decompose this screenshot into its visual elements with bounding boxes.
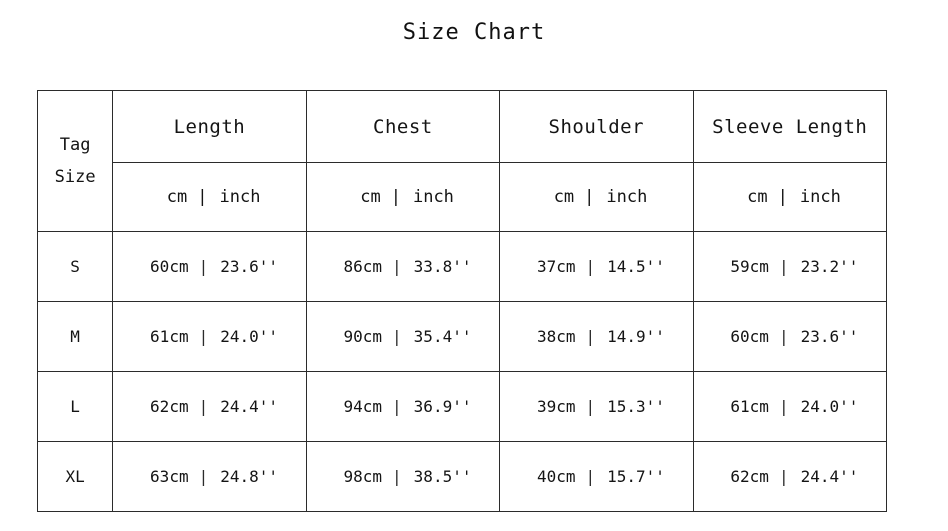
cell-chest-inch: 38.5'' bbox=[413, 467, 472, 486]
units-cm-shoulder: cm bbox=[553, 187, 575, 207]
units-separator-length: | bbox=[197, 187, 208, 207]
cell-shoulder bbox=[500, 232, 693, 302]
cell-length-inch: 24.0'' bbox=[220, 327, 279, 346]
cell-chest bbox=[306, 442, 499, 512]
cell-length-inch: 24.4'' bbox=[220, 397, 279, 416]
table-row bbox=[38, 372, 887, 442]
page-title: Size Chart bbox=[402, 20, 546, 45]
cell-sleeve-cm: 59cm bbox=[730, 257, 769, 276]
cell-chest-sep: | bbox=[392, 257, 402, 276]
cell-sleeve-length bbox=[693, 232, 886, 302]
cell-shoulder-cm: 40cm bbox=[536, 467, 576, 486]
row-size-label: M bbox=[38, 302, 113, 372]
cell-chest bbox=[306, 232, 499, 302]
cell-length-cm: 63cm bbox=[150, 467, 189, 486]
cell-shoulder-sep: | bbox=[585, 257, 596, 276]
cell-shoulder-inch: 14.5'' bbox=[607, 257, 665, 276]
cell-length bbox=[113, 442, 306, 512]
units-cm-chest: cm bbox=[360, 187, 381, 207]
tag-size-header-line2: Size bbox=[54, 167, 96, 187]
column-header-shoulder: Shoulder bbox=[500, 91, 693, 163]
cell-chest-inch: 35.4'' bbox=[413, 327, 472, 346]
units-header-chest bbox=[306, 163, 499, 232]
cell-chest-cm: 86cm bbox=[343, 257, 383, 276]
units-header-shoulder bbox=[500, 163, 693, 232]
units-inch-sleeve: inch bbox=[799, 187, 841, 207]
units-header-length bbox=[113, 163, 306, 232]
row-size-label: S bbox=[38, 232, 113, 302]
cell-length-cm: 61cm bbox=[150, 327, 189, 346]
tag-size-header bbox=[38, 91, 113, 232]
cell-chest-sep: | bbox=[392, 327, 402, 346]
table-row bbox=[38, 442, 887, 512]
tag-size-header-line1: Tag bbox=[59, 134, 91, 155]
cell-shoulder-sep: | bbox=[585, 327, 596, 346]
units-separator-sleeve: | bbox=[777, 187, 788, 207]
cell-length bbox=[113, 302, 306, 372]
units-separator-shoulder: | bbox=[584, 187, 595, 207]
cell-shoulder-cm: 37cm bbox=[536, 257, 576, 276]
table-header-group-row bbox=[38, 91, 887, 163]
cell-sleeve-sep: | bbox=[778, 467, 789, 486]
cell-chest-cm: 98cm bbox=[343, 467, 383, 486]
cell-length-sep: | bbox=[198, 467, 209, 486]
units-inch-shoulder: inch bbox=[606, 187, 648, 207]
cell-length-cm: 62cm bbox=[150, 397, 189, 416]
units-cm-sleeve: cm bbox=[747, 187, 768, 207]
units-header-sleeve-length bbox=[693, 163, 886, 232]
cell-sleeve-sep: | bbox=[778, 397, 789, 416]
cell-length-cm: 60cm bbox=[150, 257, 189, 276]
cell-sleeve-cm: 61cm bbox=[730, 397, 769, 416]
cell-sleeve-inch: 24.4'' bbox=[800, 467, 859, 486]
column-header-length: Length bbox=[113, 91, 306, 163]
units-cm-length: cm bbox=[166, 187, 188, 207]
cell-shoulder-sep: | bbox=[585, 467, 596, 486]
cell-shoulder bbox=[500, 372, 693, 442]
cell-sleeve-cm: 62cm bbox=[730, 467, 769, 486]
cell-shoulder bbox=[500, 442, 693, 512]
column-header-chest: Chest bbox=[306, 91, 499, 163]
cell-chest-inch: 33.8'' bbox=[413, 257, 472, 276]
cell-length-sep: | bbox=[198, 397, 209, 416]
cell-shoulder-inch: 15.3'' bbox=[607, 397, 665, 416]
cell-sleeve-length bbox=[693, 372, 886, 442]
size-chart-table bbox=[37, 90, 887, 512]
cell-shoulder-sep: | bbox=[585, 397, 596, 416]
cell-chest bbox=[306, 372, 499, 442]
cell-shoulder-cm: 38cm bbox=[536, 327, 576, 346]
row-size-label: L bbox=[38, 372, 113, 442]
table-row bbox=[38, 232, 887, 302]
cell-chest-cm: 90cm bbox=[343, 327, 383, 346]
cell-length-sep: | bbox=[198, 257, 209, 276]
cell-sleeve-inch: 24.0'' bbox=[800, 397, 859, 416]
cell-length bbox=[113, 372, 306, 442]
cell-sleeve-inch: 23.2'' bbox=[800, 257, 859, 276]
cell-length bbox=[113, 232, 306, 302]
cell-shoulder-cm: 39cm bbox=[536, 397, 576, 416]
cell-shoulder bbox=[500, 302, 693, 372]
cell-chest-sep: | bbox=[392, 397, 402, 416]
cell-length-inch: 24.8'' bbox=[220, 467, 279, 486]
cell-sleeve-length bbox=[693, 442, 886, 512]
cell-sleeve-cm: 60cm bbox=[730, 327, 769, 346]
cell-sleeve-sep: | bbox=[778, 257, 789, 276]
units-inch-length: inch bbox=[219, 187, 261, 207]
cell-chest-sep: | bbox=[392, 467, 402, 486]
cell-chest-inch: 36.9'' bbox=[413, 397, 472, 416]
table-header-units-row bbox=[38, 163, 887, 232]
cell-length-inch: 23.6'' bbox=[220, 257, 279, 276]
table-row bbox=[38, 302, 887, 372]
cell-shoulder-inch: 15.7'' bbox=[607, 467, 665, 486]
cell-sleeve-length bbox=[693, 302, 886, 372]
column-header-sleeve-length: Sleeve Length bbox=[693, 91, 886, 163]
cell-chest-cm: 94cm bbox=[343, 397, 383, 416]
cell-sleeve-inch: 23.6'' bbox=[800, 327, 859, 346]
row-size-label: XL bbox=[38, 442, 113, 512]
units-separator-chest: | bbox=[390, 187, 401, 207]
cell-length-sep: | bbox=[198, 327, 209, 346]
cell-shoulder-inch: 14.9'' bbox=[607, 327, 665, 346]
cell-chest bbox=[306, 302, 499, 372]
units-inch-chest: inch bbox=[412, 187, 454, 207]
cell-sleeve-sep: | bbox=[778, 327, 789, 346]
